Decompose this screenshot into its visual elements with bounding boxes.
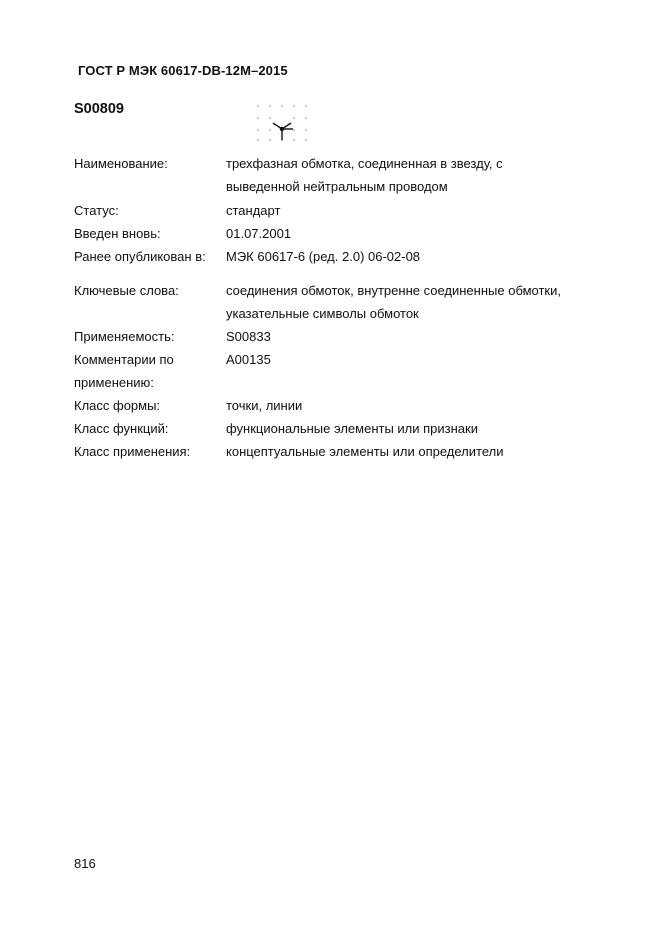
field-value-keywords-line1: соединения обмоток, внутренне соединенные обмотки, <box>226 283 561 298</box>
field-label-applicability: Применяемость: <box>74 329 175 344</box>
field-label-function-class: Класс функций: <box>74 421 169 436</box>
field-label-name: Наименование: <box>74 156 168 171</box>
document-header: ГОСТ Р МЭК 60617-DB-12M–2015 <box>78 63 288 78</box>
field-label-status: Статус: <box>74 203 119 218</box>
field-value-application-class: концептуальные элементы или определители <box>226 444 504 459</box>
field-label-published: Ранее опубликован в: <box>74 249 206 264</box>
neutral-point <box>280 127 284 131</box>
field-label-comments-line2: применению: <box>74 375 154 390</box>
field-label-comments-line1: Комментарии по <box>74 352 174 367</box>
field-label-keywords: Ключевые слова: <box>74 283 179 298</box>
field-label-introduced: Введен вновь: <box>74 226 161 241</box>
star-connection <box>273 123 293 140</box>
three-phase-star-winding-icon <box>252 100 312 144</box>
field-label-form-class: Класс формы: <box>74 398 161 413</box>
field-value-name-line2: выведенной нейтральным проводом <box>226 179 448 194</box>
field-value-form-class: точки, линии <box>226 398 303 413</box>
field-value-published: МЭК 60617-6 (ред. 2.0) 06-02-08 <box>226 249 421 264</box>
field-value-applicability: S00833 <box>226 329 271 344</box>
field-value-keywords-line2: указательные символы обмоток <box>226 306 419 321</box>
field-value-status: стандарт <box>226 203 281 218</box>
field-value-introduced: 01.07.2001 <box>226 226 292 241</box>
field-label-application-class: Класс применения: <box>74 444 191 459</box>
page-number: 816 <box>74 856 96 871</box>
field-value-comments: A00135 <box>226 352 271 367</box>
field-value-function-class: функциональные элементы или признаки <box>226 421 478 436</box>
field-value-name-line1: трехфазная обмотка, соединенная в звезду, с <box>226 156 503 171</box>
symbol-id: S00809 <box>74 101 124 117</box>
